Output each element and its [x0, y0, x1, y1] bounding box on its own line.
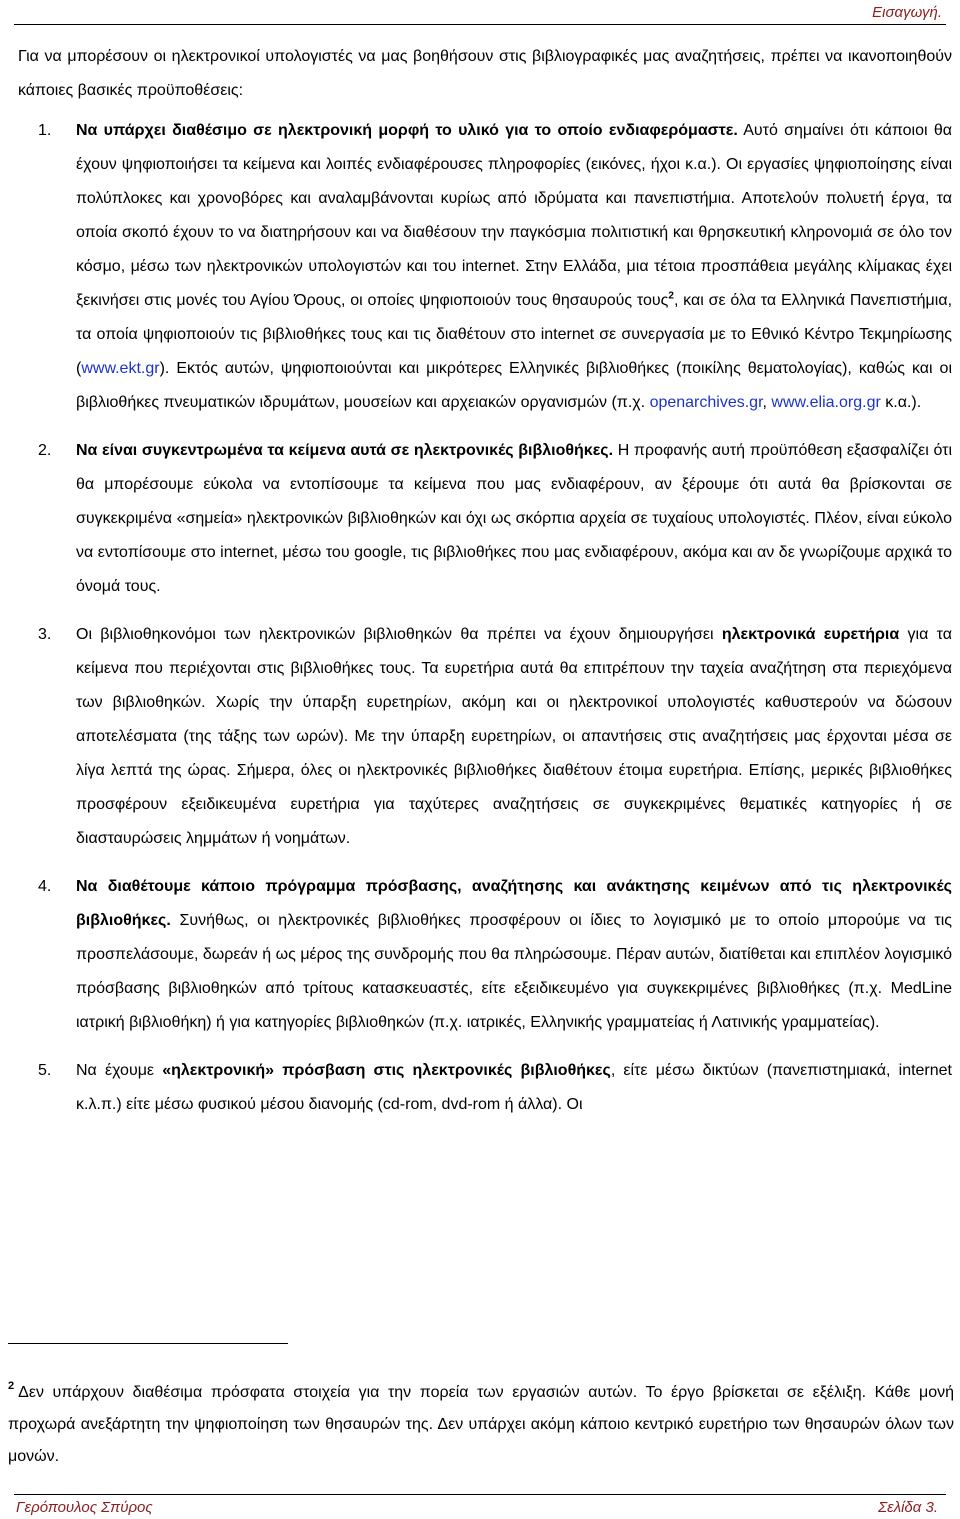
- item-number: 3.: [38, 626, 52, 643]
- item-number: 4.: [38, 878, 52, 895]
- list-item-1: [18, 114, 952, 420]
- item-heading: ηλεκτρονικά ευρετήρια: [721, 626, 900, 643]
- item-heading: Να διαθέτουμε κάποιο πρόγραμμα πρόσβασης, αναζήτησης και ανάκτησης κειμένων από τις ηλεκτρονικές βιβλιοθήκες.: [76, 878, 952, 929]
- item-text: ,: [762, 394, 772, 411]
- item-text: Συνήθως, οι ηλεκτρονικές βιβλιοθήκες προσφέρουν οι ίδιες το λογισμικό με το οποίο μπορούμε να τις προσπελάσουμε, δωρεάν ή ως μέρος της συνδρομής που θα πληρώσουμε. Πέραν αυτών, διατίθεται και επιπλέον λογισμικό πρόσβασης βιβλιοθηκών από τρίτους κατασκευαστές, είτε εξειδικευμένο για συγκεκριμένες βιβλιοθήκες (π.χ. MedLine ιατρική βιβλιοθήκη) ή για κατηγορίες βιβλιοθηκών (π.χ. ιατρικές, Ελληνικής γραμματείας ή Λατινικής γραμματείας).: [76, 912, 952, 1031]
- header-divider: [14, 24, 946, 25]
- footer-divider: [14, 1494, 946, 1495]
- item-text: ). Εκτός αυτών, ψηφιοποιούνται και μικρότερες Ελληνικές βιβλιοθήκες (ποικίλης θεματολογίας), καθώς και οι βιβλιοθήκες πνευματικών ιδρυμάτων, μουσείων και αρχειακών οργανισμών (π.χ.: [76, 360, 952, 411]
- link-ekt[interactable]: www.ekt.gr: [81, 360, 160, 377]
- footer-author: Γερόπουλος Σπύρος: [16, 1499, 153, 1516]
- section-header: Εισαγωγή.: [872, 4, 942, 21]
- link-openarchives[interactable]: openarchives.gr: [649, 394, 763, 411]
- item-number: 1.: [38, 122, 52, 139]
- footnote-reference[interactable]: 2: [668, 290, 674, 302]
- item-heading: Να είναι συγκεντρωμένα τα κείμενα αυτά σε ηλεκτρονικές βιβλιοθήκες.: [76, 442, 614, 459]
- item-number: 5.: [38, 1062, 52, 1079]
- intro-paragraph: Για να μπορέσουν οι ηλεκτρονικοί υπολογιστές να μας βοηθήσουν στις βιβλιογραφικές μας αναζητήσεις, πρέπει να ικανοποιηθούν κάποιες βασικές προϋποθέσεις:: [18, 48, 952, 99]
- list-item-4: [18, 870, 952, 1040]
- item-heading: Να υπάρχει διαθέσιμο σε ηλεκτρονική μορφή το υλικό για το οποίο ενδιαφερόμαστε.: [76, 122, 738, 139]
- footer-page-number: Σελίδα 3.: [878, 1499, 938, 1516]
- list-item-3: [18, 618, 952, 856]
- item-text: για τα κείμενα που περιέχονται στις βιβλιοθήκες τους. Τα ευρετήρια αυτά θα επιτρέπουν την ταχεία αναζήτηση στα περιεχόμενα των βιβλιοθηκών. Χωρίς την ύπαρξη ευρετηρίων, ακόμη και οι ηλεκτρονικοί υπολογιστές καθυστερούν να δώσουν αποτελέσματα (της τάξης των ωρών). Με την ύπαρξη ευρετηρίων, οι απαντήσεις στις αναζητήσεις μας έρχονται μέσα σε λίγα λεπτά της ώρας. Σήμερα, όλες οι ηλεκτρονικές βιβλιοθήκες διαθέτουν έτοιμα ευρετήρια. Επίσης, μερικές βιβλιοθήκες προσφέρουν εξειδικευμένα ευρετήρια για ταχύτερες αναζητήσεις σε συγκεκριμένες θεματικές κατηγορίες ή σε διασταυρώσεις λημμάτων ή νοημάτων.: [76, 626, 952, 847]
- page-body: [18, 40, 952, 1122]
- footnote-divider: [8, 1343, 288, 1344]
- item-number: 2.: [38, 442, 52, 459]
- footnote-text: Δεν υπάρχουν διαθέσιμα πρόσφατα στοιχεία για την πορεία των εργασιών αυτών. Το έργο βρίσκεται σε εξέλιξη. Κάθε μονή προχωρά ανεξάρτητη την ψηφιοποίηση των θησαυρών της. Δεν υπάρχει ακόμη κάποιο κεντρικό ευρετήριο των θησαυρών όλων των μονών.: [8, 1384, 954, 1465]
- item-heading: «ηλεκτρονική» πρόσβαση στις ηλεκτρονικές βιβλιοθήκες: [162, 1062, 611, 1079]
- item-text: Αυτό σημαίνει ότι κάποιοι θα έχουν ψηφιοποιήσει τα κείμενα και λοιπές ενδιαφέρουσες πληροφορίες (εικόνες, ήχοι κ.α.). Οι εργασίες ψηφιοποίησης είναι πολύπλοκες και χρονοβόρες και αναλαμβάνονται κυρίως από ιδρύματα και πανεπιστήμια. Αποτελούν πολυετή έργα, τα οποία σκοπό έχουν το να διατηρήσουν και να διαθέσουν την παγκόσμια πολιτιστική και θρησκευτική κληρονομιά σε όλο τον κόσμο, μέσω των ηλεκτρονικών υπολογιστών και του internet. Στην Ελλάδα, μια τέτοια προσπάθεια μεγάλης κλίμακας έχει ξεκινήσει στις μονές του Αγίου Όρους, οι οποίες ψηφιοποιούν τους θησαυρούς τους: [76, 122, 953, 309]
- link-elia[interactable]: www.elia.org.gr: [771, 394, 881, 411]
- item-text: Να έχουμε: [76, 1062, 163, 1079]
- list-item-5: [18, 1054, 952, 1122]
- item-text: κ.α.).: [880, 394, 922, 411]
- list-item-2: [18, 434, 952, 604]
- item-text: , είτε μέσω δικτύων (πανεπιστημιακά, internet κ.λ.π.) είτε μέσω φυσικού μέσου διανομής (cd-rom, dvd-rom ή άλλα). Οι: [76, 1062, 952, 1113]
- requirements-list: [18, 114, 952, 1122]
- item-text: Οι βιβλιοθηκονόμοι των ηλεκτρονικών βιβλιοθηκών θα πρέπει να έχουν δημιουργήσει: [76, 626, 722, 643]
- footnote: [8, 1370, 954, 1473]
- footnote-mark: 2: [8, 1380, 15, 1392]
- item-text: , και σε όλα τα Ελληνικά Πανεπιστήμια, τα οποία ψηφιοποιούν τις βιβλιοθήκες τους και τις διαθέτουν στο internet σε συνεργασία με το Εθνικό Κέντρο Τεκμηρίωσης (: [76, 292, 953, 377]
- item-text: Η προφανής αυτή προϋπόθεση εξασφαλίζει ότι θα μπορέσουμε εύκολα να εντοπίσουμε τα κείμενα που μας ενδιαφέρουν, αν ξέρουμε ότι αυτά θα βρίσκονται σε συγκεκριμένα «σημεία» ηλεκτρονικών βιβλιοθηκών και όχι ως σκόρπια αρχεία σε τυχαίους υπολογιστές. Πλέον, είναι εύκολο να εντοπίσουμε στο internet, μέσω του google, τις βιβλιοθήκες που μας ενδιαφέρουν, ακόμα και αν δε γνωρίζουμε αρχικά το όνομά τους.: [76, 442, 952, 595]
